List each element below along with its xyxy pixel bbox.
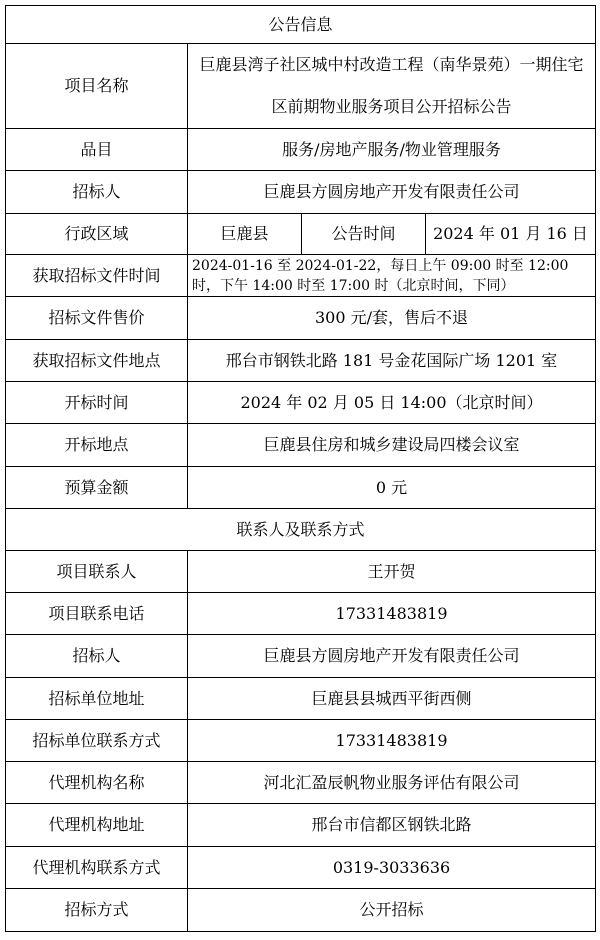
row-label-opening-location: 开标地点 xyxy=(6,424,188,467)
contact-value-agency-phone: 0319-3033636 xyxy=(188,847,596,889)
row-label-category: 品目 xyxy=(6,129,188,171)
contact-value-project-contact: 王开贺 xyxy=(188,551,596,593)
row-value-opening-location: 巨鹿县住房和城乡建设局四楼会议室 xyxy=(188,424,596,467)
contact-value-project-phone: 17331483819 xyxy=(188,593,596,635)
contact-value-tenderer: 巨鹿县方圆房地产开发有限责任公司 xyxy=(188,635,596,678)
contact-label-agency-phone: 代理机构联系方式 xyxy=(6,847,188,889)
row-value-project-name: 巨鹿县湾子社区城中村改造工程（南华景苑）一期住宅区前期物业服务项目公开招标公告 xyxy=(188,44,596,129)
row-label-doc-time: 获取招标文件时间 xyxy=(6,255,188,297)
row-label-publish-time: 公告时间 xyxy=(302,214,426,255)
contact-label-agency-address: 代理机构地址 xyxy=(6,804,188,847)
row-value-doc-price: 300 元/套，售后不退 xyxy=(188,297,596,340)
contact-value-tender-method: 公开招标 xyxy=(188,889,596,932)
contact-label-project-phone: 项目联系电话 xyxy=(6,593,188,635)
contact-value-tenderer-phone: 17331483819 xyxy=(188,720,596,762)
row-value-budget: 0 元 xyxy=(188,467,596,509)
row-label-region: 行政区域 xyxy=(6,214,188,255)
row-value-opening-time: 2024 年 02 月 05 日 14:00（北京时间） xyxy=(188,382,596,424)
contact-label-agency-name: 代理机构名称 xyxy=(6,762,188,804)
row-label-doc-price: 招标文件售价 xyxy=(6,297,188,340)
section-header-notice: 公告信息 xyxy=(6,6,596,44)
row-value-tenderer: 巨鹿县方圆房地产开发有限责任公司 xyxy=(188,171,596,214)
row-label-project-name: 项目名称 xyxy=(6,44,188,129)
contact-label-tenderer-phone: 招标单位联系方式 xyxy=(6,720,188,762)
contact-label-tenderer: 招标人 xyxy=(6,635,188,678)
contact-label-tenderer-address: 招标单位地址 xyxy=(6,678,188,720)
section-header-contact: 联系人及联系方式 xyxy=(6,509,596,551)
row-value-region: 巨鹿县 xyxy=(188,214,302,255)
row-label-budget: 预算金额 xyxy=(6,467,188,509)
row-value-doc-location: 邢台市钢铁北路 181 号金花国际广场 1201 室 xyxy=(188,340,596,382)
row-label-tenderer: 招标人 xyxy=(6,171,188,214)
notice-table xyxy=(5,5,596,932)
row-value-category: 服务/房地产服务/物业管理服务 xyxy=(188,129,596,171)
contact-value-tenderer-address: 巨鹿县县城西平街西侧 xyxy=(188,678,596,720)
row-label-doc-location: 获取招标文件地点 xyxy=(6,340,188,382)
row-value-doc-time: 2024-01-16 至 2024-01-22，每日上午 09:00 时至 12:00 时，下午 14:00 时至 17:00 时（北京时间，下同） xyxy=(188,255,596,297)
row-value-publish-time: 2024 年 01 月 16 日 xyxy=(426,214,596,255)
contact-label-tender-method: 招标方式 xyxy=(6,889,188,932)
contact-value-agency-address: 邢台市信都区钢铁北路 xyxy=(188,804,596,847)
row-label-opening-time: 开标时间 xyxy=(6,382,188,424)
contact-label-project-contact: 项目联系人 xyxy=(6,551,188,593)
contact-value-agency-name: 河北汇盈辰帆物业服务评估有限公司 xyxy=(188,762,596,804)
